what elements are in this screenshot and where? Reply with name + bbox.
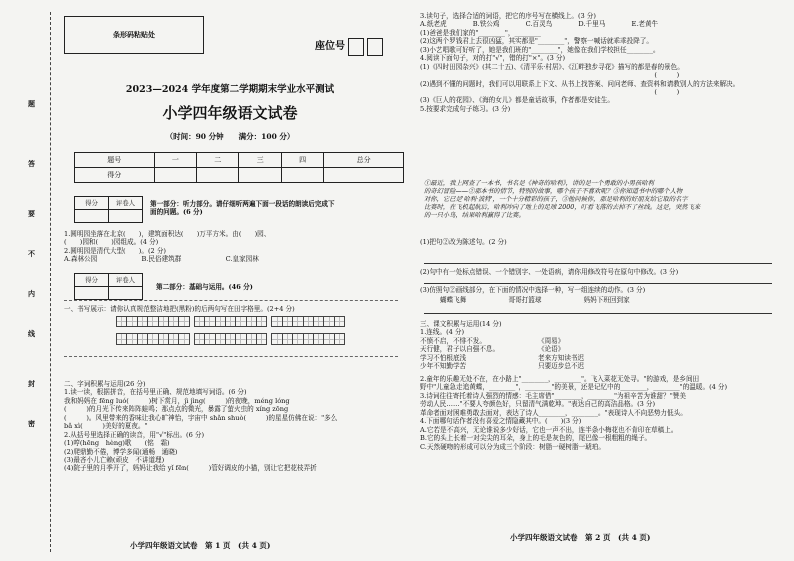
- score-cell[interactable]: [281, 168, 323, 183]
- mini-score-cell[interactable]: [75, 210, 109, 223]
- matching-right: [538, 337, 584, 371]
- question-text: 2.圆明园是清代大型( )。(2 分): [64, 246, 166, 255]
- match-item[interactable]: 少年不知勤学苦: [420, 362, 467, 371]
- binding-margin: [0, 0, 58, 561]
- question-item: (1)《四时田园杂兴》(其二十五)、《清平乐·村居》、《江畔独步寻花》描写的都是春的景色。: [420, 62, 684, 71]
- question-text: 野中"儿童急走追黄蝶，________"，________"的美景，还是记忆中的________，________"的温暖。(4 分): [420, 383, 728, 392]
- sec3-rest: [420, 375, 727, 451]
- match-item[interactable]: 天行健，君子以自强不息。: [420, 345, 500, 354]
- question-text: 1.圆明园坐落在北京( )，建筑面积达( )万平方米。由( )园、: [64, 230, 271, 238]
- seat-box[interactable]: [367, 38, 383, 56]
- option-row: [64, 255, 270, 263]
- mini-grader-cell[interactable]: [109, 210, 143, 223]
- question-text: 1.连线。(4 分): [420, 328, 465, 337]
- match-item[interactable]: 学习不怕根底浅: [420, 353, 467, 362]
- passage-line: 的一只小鸟，结果哈利赢得了比赛。: [424, 212, 525, 220]
- q5-sub2: (2)句中有一处标点错误、一个错别字、一处语病，请你用修改符号在原句中修改。(3 分): [420, 268, 679, 276]
- binding-char: 封: [28, 379, 35, 388]
- score-cell[interactable]: [197, 168, 239, 183]
- option: 哥哥打篮球: [508, 296, 542, 304]
- part1-title: [150, 200, 335, 217]
- passage-line: ①最近，我上网查了一本书，书名是《神奇的哈利》，讲的是一个勇敢的小男孩哈利: [424, 180, 654, 187]
- question-item: (3)《巨人的花园》、《海的女儿》都是童话故事，作者都是安徒生。: [420, 96, 614, 105]
- part1-title-line: 第一部分：听力部分。请仔细听两遍下面一段话的朗读后完成下: [150, 200, 335, 208]
- tianzige-row: [116, 316, 401, 327]
- question-text: ( )的月光下传来阵阵蛙鸣；那点点的微光，暴露了萤火虫的 xíng zōng: [64, 405, 289, 414]
- score-header: 总分: [324, 153, 404, 168]
- exam-title: 2023—2024 学年度第二学期期末学业水平测试: [125, 84, 335, 95]
- option: 蝴蝶飞舞: [440, 296, 467, 304]
- question-text: 革命者面对困难勇敢去面对，表达了诗人________，________。"表现诗人不向恶势力低头。: [420, 408, 687, 417]
- section-separator: [64, 356, 398, 357]
- right-page: [420, 8, 782, 553]
- passage-line: 对你，它已是'哈利·波特'，一个十分精彩的孩子，③他问候你，那是哈利的好朋友给它取的名字: [424, 196, 688, 204]
- question-item: (4)院子里的月季开了，妈妈让我给 yǐ fēn( )管好调皮的小猫，别让它把花枝弄折: [64, 464, 317, 473]
- q3-block: [420, 12, 739, 113]
- question-text: 5.按要求完成句子练习。(3 分): [420, 104, 511, 113]
- seat-box[interactable]: [348, 38, 364, 56]
- tianzige-cell[interactable]: [334, 316, 345, 327]
- score-cell[interactable]: [324, 168, 404, 183]
- score-header: 二: [197, 153, 239, 168]
- q5-sub1: (1)把句②改为陈述句。(2 分): [420, 238, 507, 246]
- section-heading: 三、课文积累与运用(14 分): [420, 320, 502, 328]
- passage-line: 的奇幻冒险——②那本书的情节，特别的故事，哪个孩子不喜欢呢？③你知道书中的哪个人物: [424, 188, 683, 196]
- part2-title: 第二部分：基础与运用。(46 分): [156, 283, 253, 291]
- part1-title-line: 面的问题。(6 分): [150, 208, 203, 217]
- question-text: bǎ xì( )美好的夏夜。": [64, 422, 148, 431]
- paper-title: 小学四年级语文试卷: [162, 104, 298, 122]
- binding-char: 密: [28, 419, 35, 428]
- question-item: (2)爬鼎勤不倦，博学多闻(通畅 通晓): [64, 447, 178, 456]
- score-cell[interactable]: [239, 168, 281, 183]
- match-item[interactable]: 不愤不启，不悱不发。: [420, 337, 486, 345]
- q5-sub3: (3)仿照句②画线部分，在下面的情况中选择一种，写一组连续的动作。(3 分): [420, 286, 646, 294]
- mini-score-table: [74, 273, 143, 300]
- question-item: (1)爸爸是我们家的"________"，________: [420, 28, 541, 37]
- passage-line: 比赛时，在飞机起航后，哈利冲向了地上的足球 2000，叮看飞落的去掉不了丝线。这是，突然飞来: [424, 204, 701, 212]
- left-page: [60, 8, 400, 553]
- question-item: (3)最吝小儿亡赖(顽皮 不讲道理): [64, 455, 165, 464]
- part2-questions: [64, 380, 337, 473]
- question-item: (1)哼(hēng hèng)歌 (铭 霜): [64, 439, 170, 448]
- tianzige-cell[interactable]: [334, 333, 345, 344]
- q5-passage: [424, 180, 700, 220]
- question-text: 我和妈妈在 fēng luó( )树下赏月，jì jìng( )的夜晚，méng lóng: [64, 396, 290, 405]
- match-item[interactable]: 《论语》: [538, 345, 565, 354]
- option-row: [420, 20, 739, 28]
- part1-questions: [64, 230, 270, 264]
- question-text: ( )园和( )园组成。(4 分): [64, 238, 159, 247]
- binding-dash-line: [50, 12, 51, 552]
- tianzige-row: [116, 333, 401, 344]
- binding-char: 线: [28, 329, 35, 338]
- option: 妈妈下班回到家: [583, 296, 630, 304]
- seat-number: [315, 38, 383, 56]
- question-text: 1.读一读，根据拼音，在括号里正确、规范地填写词语。(6 分): [64, 388, 247, 397]
- question-text: 劳动人民……"不要人夸颜色好，只留清气满乾坤。"表达自己的高洁品格。(3 分): [420, 400, 656, 409]
- section-heading: 二、字词积累与运用(26 分): [64, 380, 146, 388]
- score-table: [74, 152, 404, 183]
- score-header: 三: [239, 153, 281, 168]
- option: B.民俗建筑群: [141, 255, 182, 264]
- match-item[interactable]: 《周易》: [538, 337, 565, 345]
- question-item: (2)遇到不懂的问题时，我们可以用联系上下文、从书上找答案、问问老师、查资料和请教别人的方法来解决。: [420, 79, 740, 88]
- question-text: 3.读句子，选择合适的词语，把它的序号写在横线上。(3 分): [420, 12, 596, 20]
- option: D.千里马: [578, 20, 606, 29]
- section-heading: 一、书写展示：请你认真规范整洁地把(黑粉)的后两句写在田字格里。(2+4 分): [64, 305, 295, 313]
- option: C.皇家园林: [225, 255, 259, 264]
- score-header: 四: [281, 153, 323, 168]
- match-item[interactable]: 只要迈步总不迟: [538, 362, 585, 371]
- mini-score-cell[interactable]: [75, 287, 109, 300]
- seat-label: 座位号: [315, 40, 345, 52]
- answer-paren[interactable]: ( ): [654, 71, 680, 80]
- page-footer: 小学四年级语文试卷 第 2 页 (共 4 页): [510, 533, 651, 542]
- question-text: 4.阅读下面句子，对的打"√"，错的打"×"。(3 分): [420, 54, 566, 63]
- question-item: (2)这两个罗钱君上去很凶猛，其实都是"________"，警察一喊话就乖乖投降了。: [420, 37, 653, 46]
- question-item: (3)小艺唱歌可好听了，她是我们班的"________"，她像在我们学校担任________。: [420, 45, 660, 54]
- option: B.铁公鸡: [472, 20, 500, 29]
- answer-line[interactable]: [424, 313, 772, 314]
- option: C.天然硬吻的形成可以分为成三个阶段：树脂一硬树脂一琥珀。: [420, 442, 605, 451]
- option: C.百灵鸟: [525, 20, 553, 29]
- score-header: 题号: [75, 153, 155, 168]
- option: E.老黄牛: [631, 20, 659, 29]
- mini-grader-label: 评卷人: [109, 197, 143, 210]
- sec3-block: [420, 320, 502, 337]
- binding-char: 答: [28, 159, 35, 168]
- mini-score-table: [74, 196, 143, 223]
- answer-line[interactable]: [424, 263, 772, 264]
- option: A.它若是不高兴，无论谁说多少好话，它也一声不出，连半条小梅花也不肯印在草稿上。: [420, 425, 678, 434]
- writing-grid: [116, 316, 401, 345]
- section-separator: [64, 300, 398, 301]
- question-text: 3.诗词往往寄托着诗人强烈的情感：毛主席借"________，________"为祖辛苦为谁甜？"赞美: [420, 391, 686, 400]
- mini-grader-cell[interactable]: [109, 287, 143, 300]
- option: A.纸老虎: [420, 20, 447, 29]
- matching-left: [420, 337, 499, 371]
- question-text: 4.下面哪句话作者没有喜爱之情隐藏其中。( )(3 分): [420, 417, 582, 426]
- time-score: （时间：90 分钟 满分：100 分）: [165, 132, 295, 141]
- match-item[interactable]: 老来方知读书迟: [538, 353, 585, 362]
- answer-line[interactable]: [424, 283, 772, 284]
- score-cell[interactable]: [154, 168, 196, 183]
- page-footer: 小学四年级语文试卷 第 1 页 (共 4 页): [130, 541, 271, 550]
- question-text: 2.从括号里选择正确的读音，用"√"标出。(6 分): [64, 430, 205, 439]
- binding-char: 题: [28, 99, 35, 108]
- mini-grader-label: 评卷人: [109, 274, 143, 287]
- mini-score-label: 得分: [75, 274, 109, 287]
- binding-char: 要: [28, 209, 35, 218]
- score-row-label: 得分: [75, 168, 155, 183]
- option: B.它的头上长着一对尖尖的耳朵，身上的毛是灰色的，尾巴像一根粗粗的绳子。: [420, 434, 652, 443]
- binding-char: 不: [28, 249, 35, 258]
- question-text: ( )。风里带来的香味让我心旷神怡，宇宙中 shǎn shuò( )的星星仿佛在说："多么: [64, 413, 338, 422]
- binding-char: 内: [28, 289, 35, 298]
- mini-score-label: 得分: [75, 197, 109, 210]
- option: A.森林公园: [64, 255, 98, 264]
- score-header: 一: [154, 153, 196, 168]
- question-text: 2.童年的乐趣无处不在，在小路上"________，________"。飞入菜花无处寻。"的游戏，是乡间田: [420, 375, 700, 383]
- barcode-box: 条形码粘贴处: [64, 16, 204, 54]
- q5-sub3-options: [440, 296, 630, 304]
- answer-paren[interactable]: ( ): [654, 87, 680, 96]
